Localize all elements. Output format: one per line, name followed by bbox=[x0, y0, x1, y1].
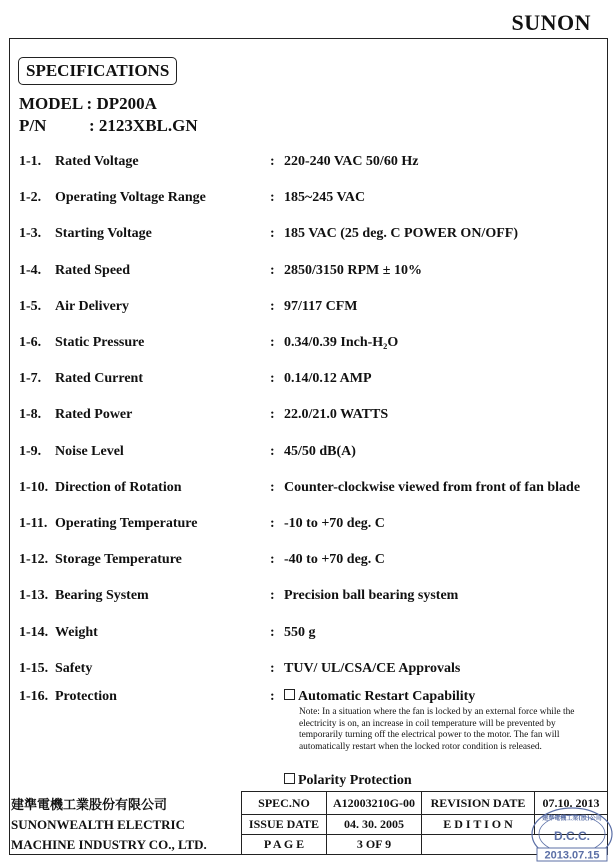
spec-colon: : bbox=[270, 624, 275, 640]
spec-label: Rated Speed bbox=[55, 262, 131, 278]
spec-value: -40 to +70 deg. C bbox=[284, 552, 385, 568]
spec-colon: : bbox=[270, 371, 275, 387]
spec-label: Bearing System bbox=[55, 588, 149, 604]
section-title: SPECIFICATIONS bbox=[18, 57, 177, 85]
spec-number: 1-4. bbox=[19, 262, 42, 278]
spec-label: Weight bbox=[55, 624, 98, 640]
spec-label: Direction of Rotation bbox=[55, 479, 182, 495]
spec-colon: : bbox=[270, 552, 275, 568]
spec-row-label bbox=[19, 624, 98, 642]
stamp-top-text: 建準電機工業(股)公司 bbox=[542, 815, 602, 822]
stamp-date: 2013.07.15 bbox=[544, 849, 600, 862]
spec-row-label bbox=[19, 189, 206, 207]
spec-colon: : bbox=[270, 262, 275, 278]
spec-colon: : bbox=[270, 443, 275, 459]
spec-label: Noise Level bbox=[55, 443, 124, 459]
issue-value: 04. 30. 2005 bbox=[327, 815, 422, 835]
spec-label: Storage Temperature bbox=[55, 552, 182, 568]
spec-number: 1-6. bbox=[19, 335, 42, 350]
spec-row-label bbox=[19, 479, 182, 497]
brand-logo-text: SUNON bbox=[511, 10, 591, 35]
spec-row-label bbox=[19, 443, 124, 461]
spec-row-label bbox=[19, 370, 143, 388]
spec-row-label bbox=[19, 515, 197, 533]
pn-value: : 2123XBL.GN bbox=[89, 116, 198, 135]
spec-colon: : bbox=[270, 516, 275, 531]
spec-value: 185~245 VAC bbox=[284, 190, 366, 206]
spec-colon: : bbox=[270, 154, 275, 169]
spec-value: 0.14/0.12 AMP bbox=[284, 371, 372, 387]
spec-value: TUV/ UL/CSA/CE Approvals bbox=[284, 660, 461, 676]
spec-row-label bbox=[19, 225, 152, 243]
spec-label: Rated Current bbox=[55, 371, 144, 387]
spec-colon: : bbox=[270, 226, 275, 242]
spec-number: 1-10. bbox=[19, 479, 49, 495]
spec-number: 1-9. bbox=[19, 443, 42, 459]
spec-value: 185 VAC (25 deg. C POWER ON/OFF) bbox=[284, 226, 518, 242]
pn-label: P/N bbox=[19, 116, 47, 135]
spec-row-label bbox=[19, 153, 139, 171]
spec-number: 1-11. bbox=[19, 516, 48, 531]
spec-value: 220-240 VAC 50/60 Hz bbox=[284, 154, 419, 169]
spec-value: Counter-clockwise viewed from front of fan blade bbox=[284, 479, 581, 495]
spec-number: 1-3. bbox=[19, 226, 42, 242]
issue-label: ISSUE DATE bbox=[242, 815, 327, 835]
edition-label: E D I T I O N bbox=[422, 815, 535, 835]
spec-number: 1-12. bbox=[19, 552, 49, 568]
spec-value: -10 to +70 deg. C bbox=[284, 516, 385, 531]
checkbox-icon bbox=[284, 773, 295, 784]
dcc-stamp bbox=[528, 804, 615, 862]
spec-label: Protection bbox=[55, 689, 117, 704]
spec-no-value: A12003210G-00 bbox=[327, 792, 422, 815]
protection-polarity: Polarity Protection bbox=[284, 772, 412, 790]
spec-row-label bbox=[19, 688, 117, 706]
company-english-1: SUNONWEALTH ELECTRIC bbox=[9, 815, 242, 835]
spec-colon: : bbox=[270, 298, 275, 314]
protection-auto-restart: Automatic Restart Capability bbox=[284, 688, 475, 706]
spec-row-label bbox=[19, 262, 130, 280]
spec-row-label bbox=[19, 334, 144, 352]
spec-number: 1-2. bbox=[19, 190, 42, 206]
spec-row-label bbox=[19, 660, 92, 678]
spec-colon: : bbox=[270, 190, 275, 206]
spec-number: 1-15. bbox=[19, 660, 49, 676]
page-value: 3 OF 9 bbox=[327, 835, 422, 855]
revision-label: REVISION DATE bbox=[422, 792, 535, 815]
model-label: MODEL : DP200A bbox=[19, 94, 157, 113]
spec-number: 1-8. bbox=[19, 407, 42, 423]
protection-note: Note: In a situation where the fan is locked by an external force while the electricity is on, an increase in coil temperature will be prevented by temporarily turning off the electrical power to the motor. The fan will automatically restart when the locked rotor condition is released. bbox=[299, 707, 575, 752]
spec-row-label bbox=[19, 406, 132, 424]
spec-colon: : bbox=[270, 335, 275, 350]
spec-label: Starting Voltage bbox=[55, 226, 152, 242]
spec-value: 0.34/0.39 Inch-H₂O bbox=[284, 335, 399, 350]
spec-value: 2850/3150 RPM ± 10% bbox=[284, 262, 422, 278]
revision-value: 07.10. 2013 bbox=[535, 792, 608, 815]
spec-number: 1-7. bbox=[19, 371, 42, 387]
spec-label: Static Pressure bbox=[55, 335, 145, 350]
stamp-middle-text: D.C.C. bbox=[554, 829, 590, 843]
checkbox-icon bbox=[284, 689, 295, 700]
spec-label: Safety bbox=[55, 660, 93, 676]
spec-colon: : bbox=[270, 660, 275, 676]
spec-number: 1-5. bbox=[19, 298, 42, 314]
spec-value: 97/117 CFM bbox=[284, 298, 358, 314]
spec-value: 22.0/21.0 WATTS bbox=[284, 407, 389, 423]
spec-value: Precision ball bearing system bbox=[284, 588, 459, 604]
spec-no-label: SPEC.NO bbox=[242, 792, 327, 815]
spec-colon: : bbox=[270, 407, 275, 423]
spec-label: Rated Voltage bbox=[55, 154, 139, 169]
spec-value: 45/50 dB(A) bbox=[284, 443, 356, 459]
spec-row-label bbox=[19, 587, 149, 605]
spec-colon: : bbox=[270, 689, 275, 704]
spec-number: 1-13. bbox=[19, 588, 49, 604]
spec-value: 550 g bbox=[284, 624, 316, 640]
spec-number: 1-16. bbox=[19, 689, 49, 704]
spec-label: Air Delivery bbox=[55, 298, 129, 314]
spec-colon: : bbox=[270, 479, 275, 495]
company-english-2: MACHINE INDUSTRY CO., LTD. bbox=[9, 835, 242, 855]
spec-label: Operating Temperature bbox=[55, 516, 198, 531]
page-label: P A G E bbox=[242, 835, 327, 855]
company-chinese: 建準電機工業股份有限公司 bbox=[9, 792, 242, 815]
spec-number: 1-14. bbox=[19, 624, 49, 640]
spec-row-label bbox=[19, 551, 182, 569]
spec-colon: : bbox=[270, 588, 275, 604]
part-number bbox=[19, 115, 198, 137]
spec-number: 1-1. bbox=[19, 154, 42, 169]
spec-row-label bbox=[19, 298, 129, 316]
model-block bbox=[19, 93, 198, 137]
spec-label: Operating Voltage Range bbox=[55, 190, 206, 206]
spec-label: Rated Power bbox=[55, 407, 133, 423]
footer-table bbox=[9, 791, 608, 855]
